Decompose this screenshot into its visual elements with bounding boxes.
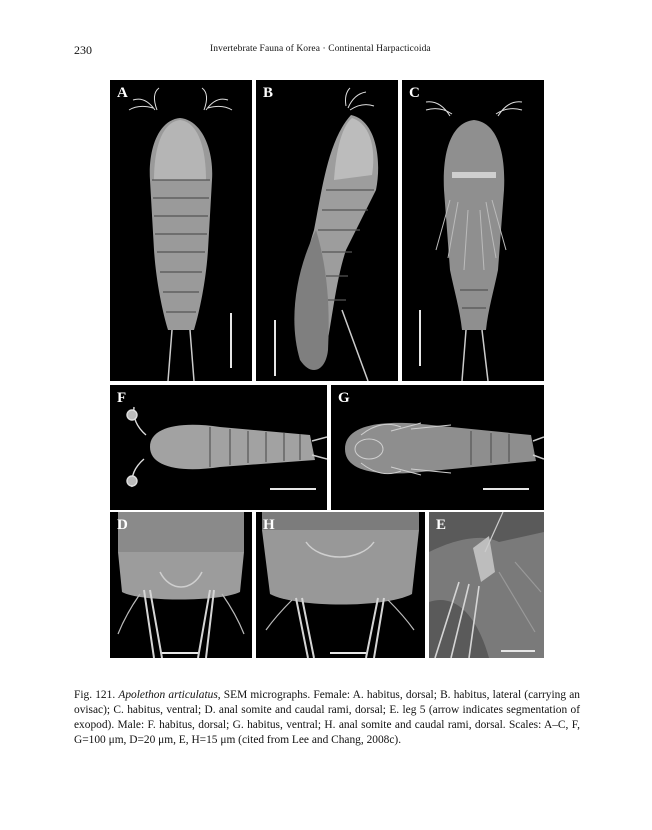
scale-bar [419,310,421,366]
panel-label-f: F [117,390,127,406]
anal-somite-micrograph [110,512,252,658]
panel-e [429,512,544,658]
panel-label-b: B [263,85,274,101]
habitus-lateral-micrograph [256,80,398,381]
male-anal-somite-micrograph [256,512,425,658]
panel-h [256,512,425,658]
page-number: 230 [74,43,92,57]
caption-text: , SEM micrographs. Female: A. habitus, dorsal; B. habitus, lateral (carrying an ovisac); C. habitus, ventral; D. anal somite and caudal rami, dorsal; E. leg 5 (arrow indicates segmentation of exopod). Male: F. habitus, dorsal; G. habitus, ventral; H. anal somite and caudal rami, dorsal. Scales: A–C, F, G=100 μm, D=20 μm, E, H=15 μm (cited from Lee and Chang, 2008c). [74,689,580,746]
panel-label-c: C [409,85,420,101]
species-name: Apolethon articulatus [118,689,218,701]
male-habitus-dorsal-micrograph [110,385,327,510]
panel-label-d: D [117,517,128,533]
panel-label-a: A [117,85,128,101]
panel-label-h: H [263,517,275,533]
panel-label-e: E [436,517,447,533]
panel-a [110,80,252,381]
figure-caption [74,688,580,748]
running-title: Invertebrate Fauna of Korea · Continental Harpacticoida [210,44,431,54]
panel-label-g: G [338,390,350,406]
scale-bar [274,320,276,376]
scale-bar [330,652,366,654]
scale-bar [270,488,316,490]
scale-bar [162,652,198,654]
scale-bar [501,650,535,652]
habitus-ventral-micrograph [402,80,544,381]
male-habitus-ventral-micrograph [331,385,544,510]
scale-bar [483,488,529,490]
scale-bar [230,313,232,368]
leg5-micrograph [429,512,544,658]
figure-number: Fig. 121. [74,689,116,701]
panel-c [402,80,544,381]
panel-g [331,385,544,510]
panel-b [256,80,398,381]
panel-d [110,512,252,658]
panel-f [110,385,327,510]
